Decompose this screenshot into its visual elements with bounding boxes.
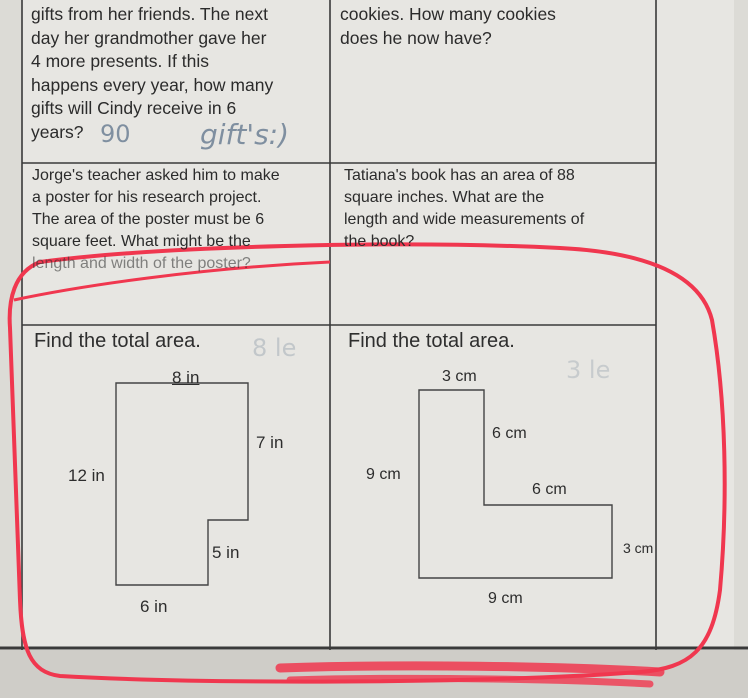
text-line: gifts will Cindy receive in 6 [31,98,237,118]
text-line: a poster for his research project. [32,189,262,206]
text-line: day her grandmother gave her [31,27,267,48]
right-dim-bottom: 9 cm [488,590,523,607]
right-dim-inner-vertical: 6 cm [492,425,527,442]
text-line: square inches. What are the [344,189,545,206]
text-line: Jorge's teacher asked him to make [32,167,280,184]
text-line: cookies. How many cookies [340,4,556,24]
problem-cookies [340,3,556,50]
handwritten-answer-number: 90 [100,120,131,148]
text-line: does he now have? [340,27,492,48]
text-line: length and width of the poster? [32,255,251,272]
left-dim-right-upper: 7 in [256,433,284,452]
right-dim-inner-horizontal: 6 cm [532,481,567,498]
text-line: square feet. What might be the [32,233,251,250]
text-line: gifts from her friends. The next [31,4,269,24]
text-line: years? [31,121,84,142]
text-line: Tatiana's book has an area of 88 [344,167,575,184]
text-line: happens every year, how many [31,74,274,95]
text-line: length and wide measurements of [344,211,585,228]
handwritten-answer-word: gift's:) [200,118,290,151]
text-line: the book? [344,233,415,250]
left-dim-left: 12 in [68,466,105,485]
problem-tatiana-book [344,165,584,253]
area-left-handwriting: 8 le [252,334,297,362]
area-right-prompt: Find the total area. [348,330,515,352]
text-line: The area of the poster must be 6 [32,211,265,228]
area-left-prompt: Find the total area. [34,330,201,352]
problem-jorge-poster [32,165,280,275]
left-dim-right-lower: 5 in [212,543,240,562]
left-dim-top: 8 in [172,368,200,387]
right-dim-top: 3 cm [442,368,477,385]
left-dim-bottom: 6 in [140,597,168,616]
text-line: 4 more presents. If this [31,51,209,71]
area-right-handwriting: 3 le [566,356,611,384]
right-dim-left: 9 cm [366,466,401,483]
right-dim-right: 3 cm [623,540,654,556]
